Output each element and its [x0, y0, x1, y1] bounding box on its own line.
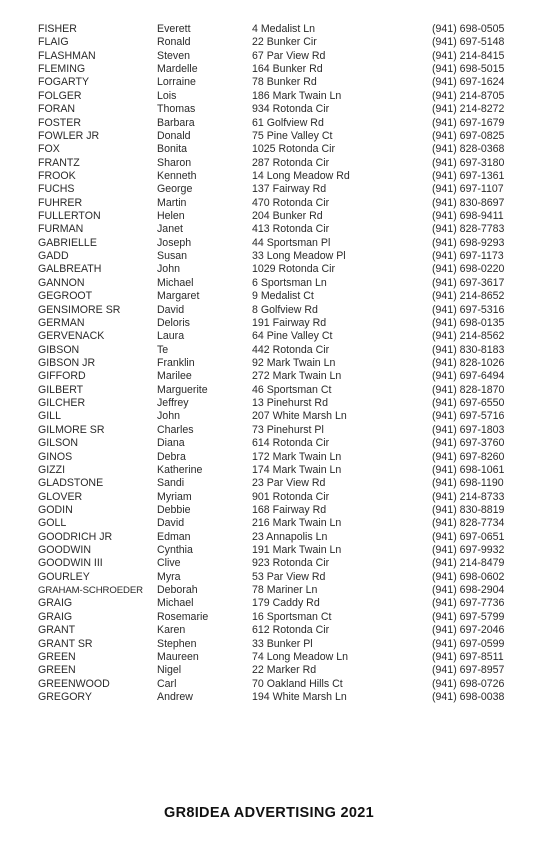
street-address: 64 Pine Valley Ct [252, 330, 333, 343]
directory-row [0, 357, 538, 370]
first-name: Susan [157, 250, 188, 263]
street-address: 442 Rotonda Cir [252, 343, 330, 356]
first-name: Carl [157, 677, 177, 690]
directory-row [0, 344, 538, 357]
directory-row [0, 63, 538, 76]
street-address: 33 Bunker Pl [252, 637, 313, 650]
street-address: 33 Long Meadow Pl [252, 250, 346, 263]
footer-banner: GR8IDEA ADVERTISING 2021 [164, 805, 374, 821]
street-address: 9 Medalist Ct [252, 290, 314, 303]
first-name: Rosemarie [157, 610, 209, 623]
last-name: FOGARTY [38, 76, 90, 89]
phone-number: (941) 697-1107 [432, 183, 504, 196]
last-name: GERMAN [38, 316, 85, 329]
street-address: 4 Medalist Ln [252, 23, 316, 35]
street-address: 168 Fairway Rd [252, 503, 327, 516]
street-address: 16 Sportsman Ct [252, 610, 332, 623]
last-name: GALBREATH [38, 263, 102, 276]
phone-number: (941) 697-8511 [432, 650, 504, 663]
first-name: Deborah [157, 584, 198, 597]
phone-number: (941) 830-8697 [432, 196, 505, 209]
directory-row [0, 531, 538, 544]
directory-row [0, 370, 538, 383]
street-address: 272 Mark Twain Ln [252, 370, 342, 383]
phone-number: (941) 698-2904 [432, 584, 505, 597]
street-address: 44 Sportsman Pl [252, 236, 331, 249]
first-name: Marilee [157, 370, 192, 383]
directory-row [0, 384, 538, 397]
phone-number: (941) 697-1361 [432, 169, 505, 182]
first-name: Martin [157, 196, 187, 209]
first-name: Bonita [157, 143, 188, 156]
first-name: Sandi [157, 477, 185, 490]
first-name: Stephen [157, 637, 197, 650]
street-address: 901 Rotonda Cir [252, 490, 330, 503]
directory-row [0, 330, 538, 343]
directory-row [0, 117, 538, 130]
street-address: 67 Par View Rd [252, 49, 326, 62]
directory-row [0, 157, 538, 170]
phone-number: (941) 214-8415 [432, 49, 505, 62]
street-address: 174 Mark Twain Ln [252, 463, 342, 476]
last-name: FOX [38, 143, 60, 156]
first-name: George [157, 183, 193, 196]
phone-number: (941) 214-8272 [432, 103, 505, 116]
street-address: 92 Mark Twain Ln [252, 356, 336, 369]
directory-row [0, 304, 538, 317]
street-address: 13 Pinehurst Rd [252, 397, 328, 410]
street-address: 204 Bunker Rd [252, 210, 323, 223]
first-name: Everett [157, 23, 191, 35]
last-name: FULLERTON [38, 210, 101, 223]
phone-number: (941) 697-5799 [432, 610, 505, 623]
first-name: Steven [157, 49, 190, 62]
first-name: John [157, 263, 180, 276]
directory-row [0, 504, 538, 517]
first-name: Myra [157, 570, 181, 583]
last-name: FISHER [38, 23, 77, 35]
street-address: 164 Bunker Rd [252, 63, 323, 76]
last-name: GRAHAM-SCHROEDER [38, 585, 144, 597]
first-name: Maureen [157, 650, 199, 663]
directory-row [0, 584, 538, 597]
directory-row [0, 397, 538, 410]
phone-number: (941) 697-6550 [432, 397, 505, 410]
last-name: GIBSON [38, 343, 80, 356]
phone-number: (941) 697-0599 [432, 637, 505, 650]
first-name: Te [157, 343, 169, 356]
directory-row [0, 90, 538, 103]
last-name: GILL [38, 410, 61, 423]
phone-number: (941) 697-9932 [432, 544, 505, 557]
street-address: 413 Rotonda Cir [252, 223, 330, 236]
street-address: 287 Rotonda Cir [252, 156, 330, 169]
first-name: David [157, 303, 185, 316]
directory-row [0, 237, 538, 250]
street-address: 470 Rotonda Cir [252, 196, 330, 209]
first-name: Janet [157, 223, 183, 236]
phone-number: (941) 698-1061 [432, 463, 505, 476]
last-name: GREEN [38, 664, 76, 677]
first-name: Barbara [157, 116, 195, 129]
street-address: 1025 Rotonda Cir [252, 143, 336, 156]
last-name: GOODWIN [38, 544, 91, 557]
last-name: GOODWIN III [38, 557, 103, 570]
phone-number: (941) 697-6494 [432, 370, 505, 383]
street-address: 191 Fairway Rd [252, 316, 327, 329]
last-name: GRAIG [38, 610, 73, 623]
directory-row [0, 544, 538, 557]
phone-number: (941) 697-2046 [432, 624, 505, 637]
first-name: Debbie [157, 503, 191, 516]
street-address: 934 Rotonda Cir [252, 103, 330, 116]
first-name: Sharon [157, 156, 192, 169]
street-address: 137 Fairway Rd [252, 183, 327, 196]
phone-number: (941) 828-7734 [432, 517, 505, 530]
phone-number: (941) 697-1624 [432, 76, 505, 89]
first-name: Karen [157, 624, 186, 637]
directory-row [0, 491, 538, 504]
phone-number: (941) 828-1026 [432, 356, 505, 369]
directory-row [0, 678, 538, 691]
directory-row [0, 410, 538, 423]
last-name: GREENWOOD [38, 677, 110, 690]
last-name: FLEMING [38, 63, 86, 76]
last-name: GABRIELLE [38, 236, 97, 249]
last-name: GRANT SR [38, 637, 93, 650]
last-name: FLAIG [38, 36, 69, 49]
phone-number: (941) 828-1870 [432, 383, 505, 396]
last-name: FURMAN [38, 223, 84, 236]
phone-number: (941) 697-3617 [432, 276, 505, 289]
last-name: GILSON [38, 437, 79, 450]
street-address: 186 Mark Twain Ln [252, 89, 342, 102]
street-address: 923 Rotonda Cir [252, 557, 330, 570]
street-address: 1029 Rotonda Cir [252, 263, 336, 276]
directory-row [0, 651, 538, 664]
last-name: GOLL [38, 517, 67, 530]
last-name: GINOS [38, 450, 73, 463]
phone-number: (941) 698-1190 [432, 477, 504, 490]
directory-row [0, 290, 538, 303]
directory-row [0, 210, 538, 223]
directory-row [0, 571, 538, 584]
directory-row [0, 50, 538, 63]
phone-number: (941) 214-8562 [432, 330, 505, 343]
street-address: 179 Caddy Rd [252, 597, 320, 610]
first-name: Kenneth [157, 169, 197, 182]
phone-number: (941) 214-8705 [432, 89, 505, 102]
last-name: FUCHS [38, 183, 75, 196]
directory-row [0, 557, 538, 570]
first-name: Deloris [157, 316, 190, 329]
street-address: 612 Rotonda Cir [252, 624, 330, 637]
street-address: 78 Bunker Rd [252, 76, 317, 89]
phone-number: (941) 697-0651 [432, 530, 505, 543]
phone-number: (941) 697-5716 [432, 410, 505, 423]
directory-row [0, 76, 538, 89]
phone-number: (941) 697-1803 [432, 423, 505, 436]
directory-row [0, 36, 538, 49]
street-address: 23 Par View Rd [252, 477, 326, 490]
street-address: 191 Mark Twain Ln [252, 544, 342, 557]
directory-row [0, 183, 538, 196]
directory-list [0, 23, 538, 704]
phone-number: (941) 697-7736 [432, 597, 505, 610]
street-address: 6 Sportsman Ln [252, 276, 327, 289]
phone-number: (941) 697-1679 [432, 116, 505, 129]
first-name: Myriam [157, 490, 192, 503]
street-address: 22 Marker Rd [252, 664, 317, 677]
directory-row [0, 143, 538, 156]
first-name: Thomas [157, 103, 196, 116]
directory-row [0, 464, 538, 477]
last-name: GIFFORD [38, 370, 86, 383]
phone-number: (941) 214-8652 [432, 290, 505, 303]
last-name: GILCHER [38, 397, 86, 410]
last-name: GLADSTONE [38, 477, 104, 490]
directory-row [0, 263, 538, 276]
phone-number: (941) 828-0368 [432, 143, 505, 156]
directory-row [0, 517, 538, 530]
directory-row [0, 624, 538, 637]
last-name: FOSTER [38, 116, 81, 129]
street-address: 61 Golfview Rd [252, 116, 324, 129]
phone-number: (941) 698-0505 [432, 23, 505, 35]
phone-number: (941) 697-3760 [432, 437, 505, 450]
directory-row [0, 197, 538, 210]
first-name: Debra [157, 450, 186, 463]
phone-number: (941) 830-8183 [432, 343, 505, 356]
directory-row [0, 597, 538, 610]
first-name: David [157, 517, 185, 530]
first-name: Clive [157, 557, 181, 570]
first-name: Mardelle [157, 63, 198, 76]
directory-row [0, 477, 538, 490]
last-name: GANNON [38, 276, 85, 289]
street-address: 8 Golfview Rd [252, 303, 318, 316]
street-address: 14 Long Meadow Rd [252, 169, 350, 182]
phone-number: (941) 698-0726 [432, 677, 505, 690]
phone-number: (941) 698-9293 [432, 236, 505, 249]
phone-number: (941) 698-0602 [432, 570, 505, 583]
last-name: GEGROOT [38, 290, 93, 303]
last-name: GIBSON JR [38, 356, 96, 369]
last-name: FROOK [38, 169, 76, 182]
phone-number: (941) 697-3180 [432, 156, 505, 169]
last-name: GILBERT [38, 383, 84, 396]
first-name: Margaret [157, 290, 200, 303]
first-name: Lorraine [157, 76, 196, 89]
last-name: GILMORE SR [38, 423, 105, 436]
phone-number: (941) 698-0038 [432, 690, 505, 703]
directory-row [0, 170, 538, 183]
directory-row [0, 437, 538, 450]
last-name: FLASHMAN [38, 49, 96, 62]
first-name: Diana [157, 437, 185, 450]
last-name: FORAN [38, 103, 76, 116]
street-address: 73 Pinehurst Pl [252, 423, 324, 436]
phone-number: (941) 697-0825 [432, 129, 505, 142]
first-name: Joseph [157, 236, 192, 249]
street-address: 207 White Marsh Ln [252, 410, 347, 423]
directory-row [0, 317, 538, 330]
directory-row [0, 424, 538, 437]
first-name: Donald [157, 129, 191, 142]
directory-row [0, 664, 538, 677]
street-address: 78 Mariner Ln [252, 584, 318, 597]
last-name: GADD [38, 250, 69, 263]
first-name: Lois [157, 89, 177, 102]
first-name: Laura [157, 330, 185, 343]
last-name: FOLGER [38, 89, 82, 102]
first-name: Charles [157, 423, 194, 436]
first-name: John [157, 410, 180, 423]
first-name: Michael [157, 276, 194, 289]
directory-row [0, 223, 538, 236]
first-name: Helen [157, 210, 185, 223]
first-name: Andrew [157, 690, 193, 703]
street-address: 23 Annapolis Ln [252, 530, 328, 543]
street-address: 46 Sportsman Ct [252, 383, 332, 396]
last-name: GENSIMORE SR [38, 303, 121, 316]
phone-number: (941) 697-8957 [432, 664, 505, 677]
directory-row [0, 277, 538, 290]
first-name: Katherine [157, 463, 203, 476]
street-address: 75 Pine Valley Ct [252, 129, 333, 142]
directory-row [0, 250, 538, 263]
last-name: FRANTZ [38, 156, 80, 169]
last-name: GREEN [38, 650, 76, 663]
first-name: Franklin [157, 356, 195, 369]
phone-number: (941) 698-0135 [432, 316, 505, 329]
phone-number: (941) 698-5015 [432, 63, 505, 76]
first-name: Cynthia [157, 544, 193, 557]
last-name: GOURLEY [38, 570, 90, 583]
directory-row [0, 23, 538, 36]
directory-row [0, 103, 538, 116]
directory-row [0, 451, 538, 464]
last-name: GODIN [38, 503, 73, 516]
last-name: FOWLER JR [38, 129, 100, 142]
last-name: GLOVER [38, 490, 83, 503]
last-name: GRANT [38, 624, 76, 637]
street-address: 172 Mark Twain Ln [252, 450, 342, 463]
phone-number: (941) 697-8260 [432, 450, 505, 463]
directory-row [0, 611, 538, 624]
first-name: Marguerite [157, 383, 208, 396]
directory-row [0, 130, 538, 143]
phone-number: (941) 697-1173 [432, 250, 504, 263]
first-name: Ronald [157, 36, 191, 49]
phone-number: (941) 698-9411 [432, 210, 504, 223]
phone-number: (941) 214-8733 [432, 490, 505, 503]
last-name: GERVENACK [38, 330, 105, 343]
last-name: GRAIG [38, 597, 73, 610]
street-address: 70 Oakland Hills Ct [252, 677, 343, 690]
last-name: GIZZI [38, 463, 66, 476]
street-address: 614 Rotonda Cir [252, 437, 330, 450]
phone-number: (941) 698-0220 [432, 263, 505, 276]
street-address: 22 Bunker Cir [252, 36, 317, 49]
phone-number: (941) 828-7783 [432, 223, 505, 236]
directory-row [0, 638, 538, 651]
street-address: 74 Long Meadow Ln [252, 650, 349, 663]
first-name: Edman [157, 530, 191, 543]
first-name: Nigel [157, 664, 182, 677]
phone-number: (941) 697-5148 [432, 36, 505, 49]
street-address: 216 Mark Twain Ln [252, 517, 342, 530]
last-name: GREGORY [38, 690, 92, 703]
first-name: Michael [157, 597, 194, 610]
street-address: 53 Par View Rd [252, 570, 326, 583]
last-name: FUHRER [38, 196, 83, 209]
phone-number: (941) 697-5316 [432, 303, 505, 316]
phone-number: (941) 214-8479 [432, 557, 505, 570]
street-address: 194 White Marsh Ln [252, 690, 347, 703]
directory-row [0, 691, 538, 704]
first-name: Jeffrey [157, 397, 189, 410]
last-name: GOODRICH JR [38, 530, 113, 543]
phone-number: (941) 830-8819 [432, 503, 505, 516]
